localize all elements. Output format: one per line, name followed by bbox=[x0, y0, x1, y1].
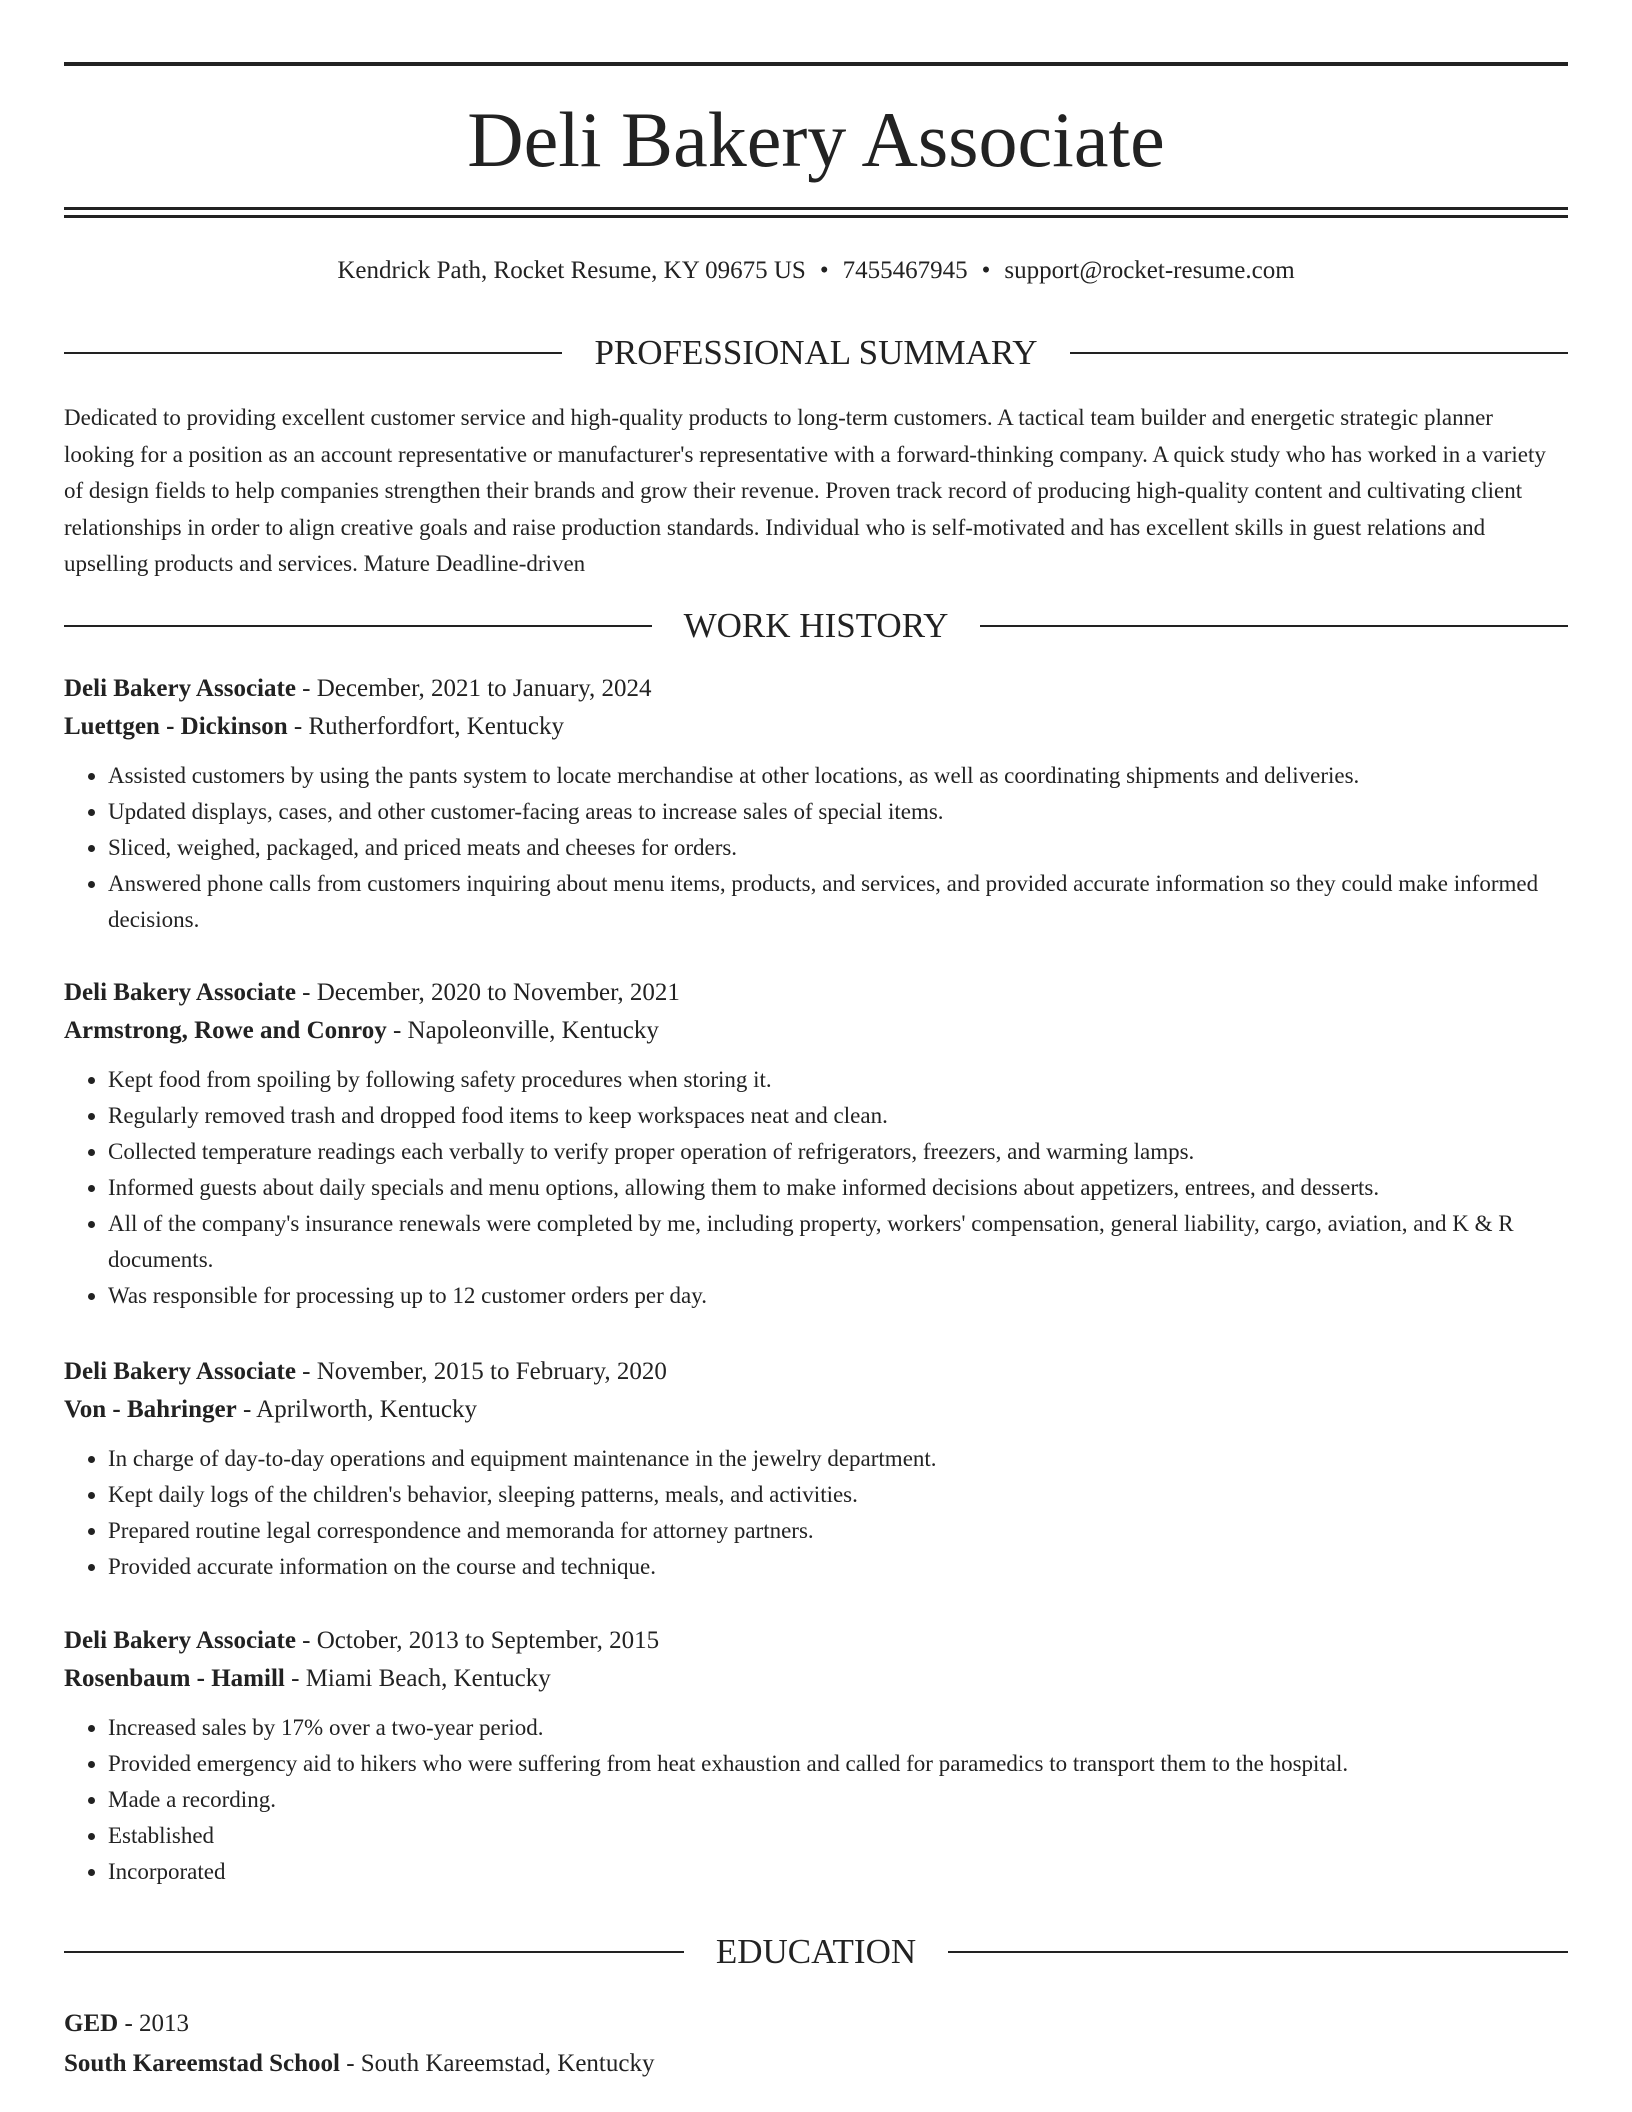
education-year: 2013 bbox=[139, 2010, 190, 2037]
job-entry bbox=[64, 1622, 1568, 1890]
contact-address: Kendrick Path, Rocket Resume, KY 09675 US bbox=[337, 257, 806, 284]
dash: - bbox=[295, 1358, 317, 1385]
list-item: • Prepared routine legal correspondence and memoranda for attorney partners. bbox=[108, 1513, 1568, 1549]
dash: - bbox=[295, 1627, 317, 1654]
list-item: • Made a recording. bbox=[108, 1782, 1568, 1818]
dash: - bbox=[287, 713, 309, 740]
heading-rule-left bbox=[64, 1951, 684, 1953]
job-location: Miami Beach, Kentucky bbox=[305, 1665, 551, 1692]
job-bullets bbox=[64, 1062, 1568, 1314]
summary-text: Dedicated to providing excellent customer service and high-quality products to long-term customers. A tactical team builder and energetic strategic planner looking for a position as an account representative or manufacturer's representative with a forward-thinking company. A quick study who has worked in a variety of design fields to help companies strengthen their brands and grow their revenue. Proven track record of producing high-quality content and cultivating client relationships in order to align creative goals and raise production standards. Individual who is self-motivated and has excellent skills in guest relations and upselling products and services. Mature Deadline-driven bbox=[64, 405, 1546, 576]
education-school: South Kareemstad School bbox=[64, 2050, 340, 2077]
list-item: • Was responsible for processing up to 12 customer orders per day. bbox=[108, 1278, 1568, 1314]
section-heading-work-history bbox=[64, 604, 1568, 648]
job-entry bbox=[64, 1353, 1568, 1585]
contact-email[interactable]: support@rocket-resume.com bbox=[1004, 257, 1295, 284]
job-title: Deli Bakery Associate bbox=[64, 979, 296, 1006]
job-title-line bbox=[64, 1622, 1568, 1660]
job-bullets bbox=[64, 1441, 1568, 1585]
job-dates: December, 2021 to January, 2024 bbox=[316, 675, 652, 702]
list-item: • Assisted customers by using the pants system to locate merchandise at other locations, as well as coordinating shipments and deliveries. bbox=[108, 758, 1568, 794]
job-title-line bbox=[64, 670, 1568, 708]
job-title: Deli Bakery Associate bbox=[64, 675, 296, 702]
job-dates: December, 2020 to November, 2021 bbox=[316, 979, 680, 1006]
education-entry bbox=[64, 2004, 1568, 2084]
contact-separator: • bbox=[981, 257, 991, 284]
job-location: Napoleonville, Kentucky bbox=[407, 1017, 659, 1044]
list-item: • Kept food from spoiling by following safety procedures when storing it. bbox=[108, 1062, 1568, 1098]
list-item: • Sliced, weighed, packaged, and priced meats and cheeses for orders. bbox=[108, 830, 1568, 866]
job-location: Aprilworth, Kentucky bbox=[256, 1396, 477, 1423]
dash: - bbox=[295, 979, 317, 1006]
list-item: • Kept daily logs of the children's behavior, sleeping patterns, meals, and activities. bbox=[108, 1477, 1568, 1513]
job-company: Von - Bahringer bbox=[64, 1396, 237, 1423]
dash: - bbox=[386, 1017, 408, 1044]
job-dates: November, 2015 to February, 2020 bbox=[316, 1358, 667, 1385]
header-top-rule bbox=[64, 62, 1568, 66]
job-location: Rutherfordfort, Kentucky bbox=[308, 713, 564, 740]
list-item: • All of the company's insurance renewals were completed by me, including property, workers' compensation, general liability, cargo, aviation, and K & R documents. bbox=[108, 1206, 1568, 1278]
job-title-line bbox=[64, 974, 1568, 1012]
job-dates: October, 2013 to September, 2015 bbox=[316, 1627, 660, 1654]
dash: - bbox=[295, 675, 317, 702]
heading-rule-left bbox=[64, 352, 562, 354]
job-entry bbox=[64, 974, 1568, 1314]
list-item: • Incorporated bbox=[108, 1854, 1568, 1890]
job-entry bbox=[64, 670, 1568, 938]
dash: - bbox=[118, 2010, 140, 2037]
job-title-line bbox=[64, 1353, 1568, 1391]
job-company: Armstrong, Rowe and Conroy bbox=[64, 1017, 387, 1044]
job-company-line bbox=[64, 708, 1568, 746]
education-location: South Kareemstad, Kentucky bbox=[360, 2050, 655, 2077]
header-rule-upper bbox=[64, 207, 1568, 210]
education-degree-line bbox=[64, 2004, 1568, 2044]
header-rule-lower bbox=[64, 215, 1568, 218]
job-company: Luettgen - Dickinson bbox=[64, 713, 288, 740]
list-item: • In charge of day-to-day operations and equipment maintenance in the jewelry department. bbox=[108, 1441, 1568, 1477]
section-heading-summary bbox=[64, 331, 1568, 375]
list-item: • Regularly removed trash and dropped food items to keep workspaces neat and clean. bbox=[108, 1098, 1568, 1134]
job-company-line bbox=[64, 1391, 1568, 1429]
dash: - bbox=[236, 1396, 257, 1423]
section-title: WORK HISTORY bbox=[683, 606, 949, 645]
list-item: • Provided accurate information on the course and technique. bbox=[108, 1549, 1568, 1585]
heading-rule-right bbox=[980, 625, 1568, 627]
section-title: PROFESSIONAL SUMMARY bbox=[594, 333, 1038, 372]
job-company: Rosenbaum - Hamill bbox=[64, 1665, 285, 1692]
resume-name: Deli Bakery Associate bbox=[467, 96, 1165, 183]
contact-phone: 7455467945 bbox=[842, 257, 968, 284]
list-item: • Established bbox=[108, 1818, 1568, 1854]
section-heading-education bbox=[64, 1930, 1568, 1974]
job-title: Deli Bakery Associate bbox=[64, 1627, 296, 1654]
list-item: • Increased sales by 17% over a two-year period. bbox=[108, 1710, 1568, 1746]
heading-rule-right bbox=[1070, 352, 1568, 354]
contact-separator: • bbox=[819, 257, 829, 284]
job-company-line bbox=[64, 1660, 1568, 1698]
heading-rule-left bbox=[64, 625, 652, 627]
list-item: • Updated displays, cases, and other customer-facing areas to increase sales of special items. bbox=[108, 794, 1568, 830]
dash: - bbox=[339, 2050, 361, 2077]
list-item: • Answered phone calls from customers inquiring about menu items, products, and services, and provided accurate information so they could make informed decisions. bbox=[108, 866, 1568, 938]
heading-rule-right bbox=[948, 1951, 1568, 1953]
education-degree: GED bbox=[64, 2010, 119, 2037]
list-item: • Collected temperature readings each verbally to verify proper operation of refrigerators, freezers, and warming lamps. bbox=[108, 1134, 1568, 1170]
job-title: Deli Bakery Associate bbox=[64, 1358, 296, 1385]
job-bullets bbox=[64, 758, 1568, 938]
list-item: • Provided emergency aid to hikers who were suffering from heat exhaustion and called for paramedics to transport them to the hospital. bbox=[108, 1746, 1568, 1782]
education-school-line bbox=[64, 2044, 1568, 2084]
contact-line bbox=[64, 254, 1568, 288]
job-company-line bbox=[64, 1012, 1568, 1050]
section-title: EDUCATION bbox=[715, 1932, 917, 1971]
dash: - bbox=[284, 1665, 306, 1692]
job-bullets bbox=[64, 1710, 1568, 1890]
list-item: • Informed guests about daily specials and menu options, allowing them to make informed decisions about appetizers, entrees, and desserts. bbox=[108, 1170, 1568, 1206]
